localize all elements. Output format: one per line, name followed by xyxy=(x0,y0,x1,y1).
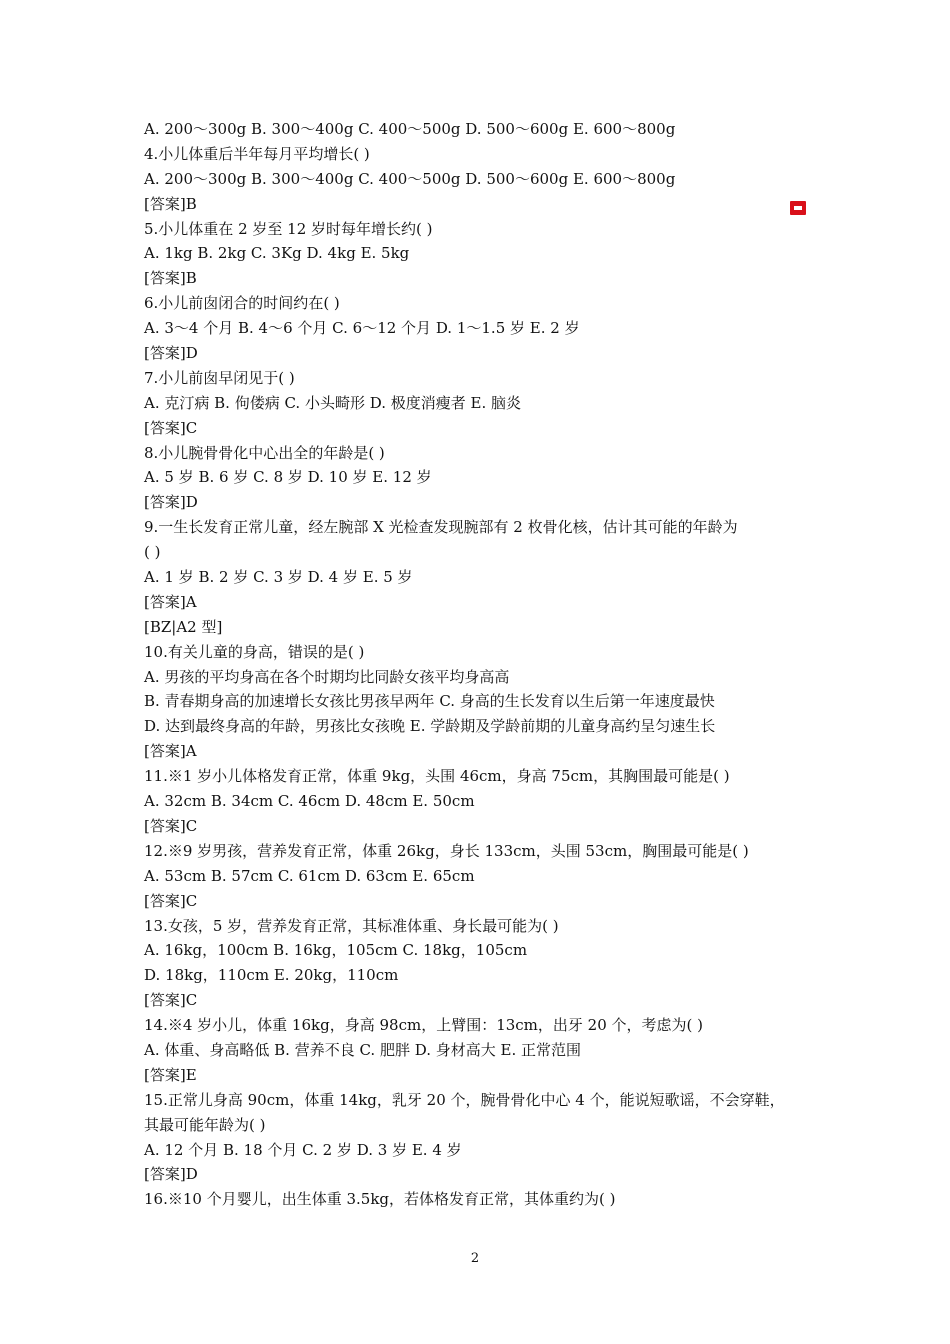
question-line: 8.小儿腕骨骨化中心出全的年龄是( ) xyxy=(144,443,385,462)
options-line: A. 1 岁 B. 2 岁 C. 3 岁 D. 4 岁 E. 5 岁 xyxy=(144,568,413,587)
answer-line: [答案]C xyxy=(144,891,198,910)
answer-line: [答案]B xyxy=(144,269,197,288)
options-line: A. 1kg B. 2kg C. 3Kg D. 4kg E. 5kg xyxy=(144,244,410,263)
options-line: A. 3～4 个月 B. 4～6 个月 C. 6～12 个月 D. 1～1.5 岁 E. 2 岁 xyxy=(144,319,580,338)
question-line: 5.小儿体重在 2 岁至 12 岁时每年增长约( ) xyxy=(144,219,433,238)
question-line: 11.※1 岁小儿体格发育正常，体重 9kg，头围 46cm，身高 75cm，其胸围最可能是( ) xyxy=(144,767,730,786)
options-line: B. 青春期身高的加速增长女孩比男孩早两年 C. 身高的生长发育以生后第一年速度最快 xyxy=(144,692,715,711)
options-line: A. 53cm B. 57cm C. 61cm D. 63cm E. 65cm xyxy=(144,866,475,885)
question-line-continued: 其最可能年龄为( ) xyxy=(144,1115,266,1134)
question-line: 13.女孩，5 岁，营养发育正常，其标准体重、身长最可能为( ) xyxy=(144,916,559,935)
question-line: 7.小儿前囱早闭见于( ) xyxy=(144,368,295,387)
question-line: 10.有关儿童的身高，错误的是( ) xyxy=(144,642,365,661)
question-line: 16.※10 个月婴儿，出生体重 3.5kg，若体格发育正常，其体重约为( ) xyxy=(144,1190,616,1209)
answer-line: [答案]A xyxy=(144,592,197,611)
question-line-continued: ( ) xyxy=(144,543,161,562)
options-line: A. 16kg，100cm B. 16kg，105cm C. 18kg，105cm xyxy=(144,941,528,960)
options-line: A. 5 岁 B. 6 岁 C. 8 岁 D. 10 岁 E. 12 岁 xyxy=(144,468,432,487)
question-line: 15.正常儿身高 90cm，体重 14kg，乳牙 20 个，腕骨骨化中心 4 个，能说短歌谣，不会穿鞋， xyxy=(144,1090,785,1109)
question-line: 9.一生长发育正常儿童，经左腕部 X 光检查发现腕部有 2 枚骨化核，估计其可能的年龄为 xyxy=(144,518,738,537)
page-number: 2 xyxy=(470,1251,480,1266)
options-line: D. 18kg，110cm E. 20kg，110cm xyxy=(144,966,399,985)
question-line: 4.小儿体重后半年每月平均增长( ) xyxy=(144,144,370,163)
answer-line: [答案]D xyxy=(144,1165,198,1184)
question-line: 14.※4 岁小儿，体重 16kg，身高 98cm，上臂围：13cm，出牙 20 个，考虑为( ) xyxy=(144,1016,704,1035)
question-line: 12.※9 岁男孩，营养发育正常，体重 26kg，身长 133cm，头围 53cm，胸围最可能是( ) xyxy=(144,841,749,860)
answer-line: [答案]A xyxy=(144,742,197,761)
answer-line: [答案]C xyxy=(144,816,198,835)
options-line: A. 体重、身高略低 B. 营养不良 C. 肥胖 D. 身材高大 E. 正常范围 xyxy=(144,1040,581,1059)
answer-line: [答案]C xyxy=(144,418,198,437)
answer-line: [答案]D xyxy=(144,493,198,512)
options-line: A. 克汀病 B. 佝偻病 C. 小头畸形 D. 极度消瘦者 E. 脑炎 xyxy=(144,393,521,412)
options-line: A. 男孩的平均身高在各个时期均比同龄女孩平均身高高 xyxy=(144,667,510,686)
answer-line: [答案]D xyxy=(144,344,198,363)
section-heading: [BZ|A2 型] xyxy=(144,617,223,636)
options-line: A. 12 个月 B. 18 个月 C. 2 岁 D. 3 岁 E. 4 岁 xyxy=(144,1140,462,1159)
answer-line: [答案]C xyxy=(144,991,198,1010)
question-list xyxy=(144,117,814,1212)
options-line: A. 32cm B. 34cm C. 46cm D. 48cm E. 50cm xyxy=(144,792,475,811)
options-line: A. 200～300g B. 300～400g C. 400～500g D. 500～600g E. 600～800g xyxy=(144,120,676,138)
options-line: A. 200～300g B. 300～400g C. 400～500g D. 500～600g E. 600～800g xyxy=(144,169,676,188)
question-line: 6.小儿前囱闭合的时间约在( ) xyxy=(144,294,340,313)
answer-line: [答案]E xyxy=(144,1065,197,1084)
answer-line: [答案]B xyxy=(144,194,197,213)
options-line: D. 达到最终身高的年龄，男孩比女孩晚 E. 学龄期及学龄前期的儿童身高约呈匀速生长 xyxy=(144,717,716,736)
